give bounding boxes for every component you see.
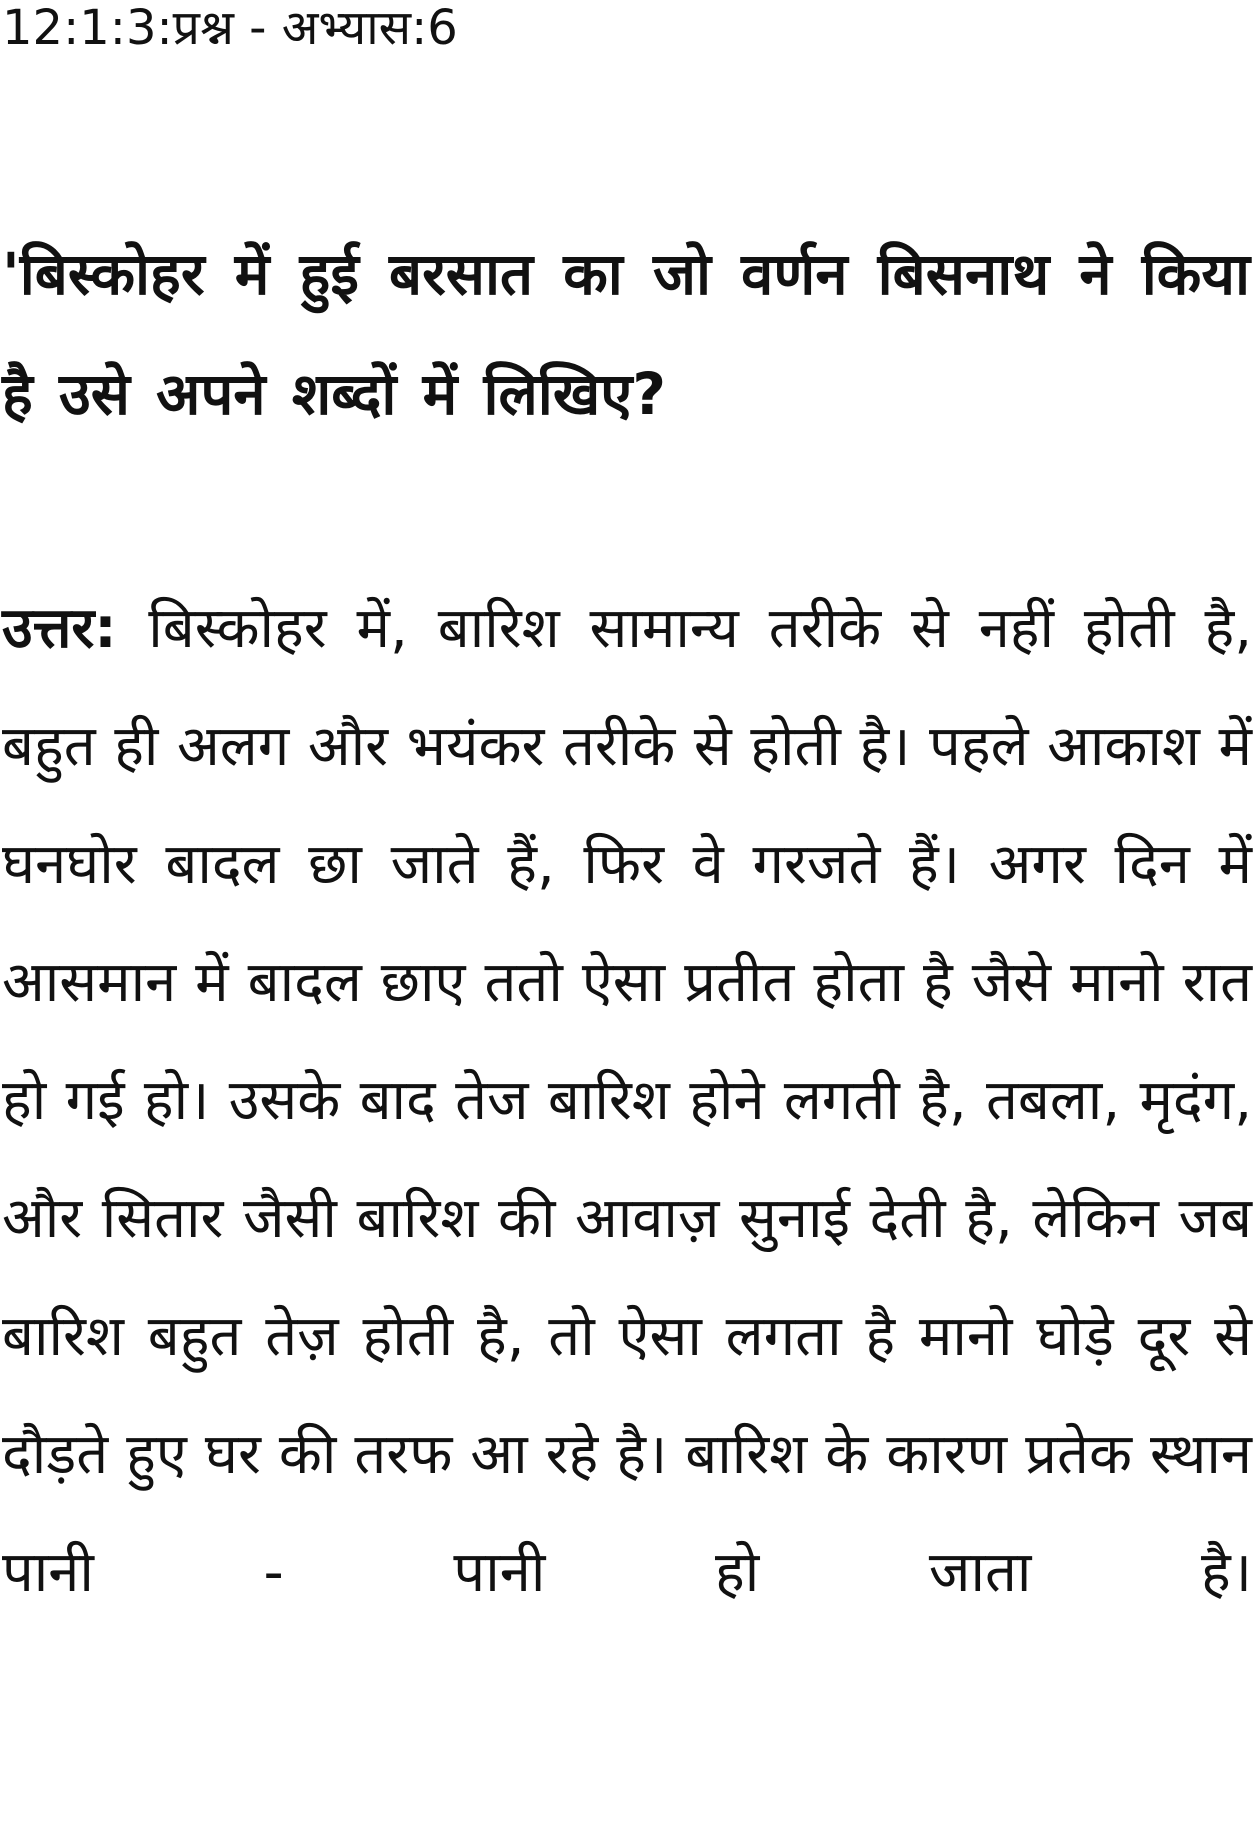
answer-block [2,570,1252,1632]
question-text: 'बिस्कोहर में हुई बरसात का जो वर्णन बिसनाथ ने किया है उसे अपने शब्दों में लिखिए? [2,240,1250,428]
answer-text: बिस्कोहर में, बारिश सामान्य तरीके से नहीं होती है, बहुत ही अलग और भयंकर तरीके से होती है। पहले आकाश में घनघोर बादल छा जाते हैं, फिर वे गरजते हैं। अगर दिन में आसमान में बादल छाए ततो ऐसा प्रतीत होता है जैसे मानो रात हो गई हो। उसके बाद तेज बारिश होने लगती है, तबला, मृदंग, और सितार जैसी बारिश की आवाज़ सुनाई देती है, लेकिन जब बारिश बहुत तेज़ होती है, तो ऐसा लगता है मानो घोड़े दूर से दौड़ते हुए घर की तरफ आ रहे है। बारिश के कारण प्रतेक स्थान पानी - पानी हो जाता है। [2,596,1252,1605]
answer-label: उत्तर: [2,596,149,661]
section-heading: 12:1:3:प्रश्न - अभ्यास:6 [2,0,458,56]
